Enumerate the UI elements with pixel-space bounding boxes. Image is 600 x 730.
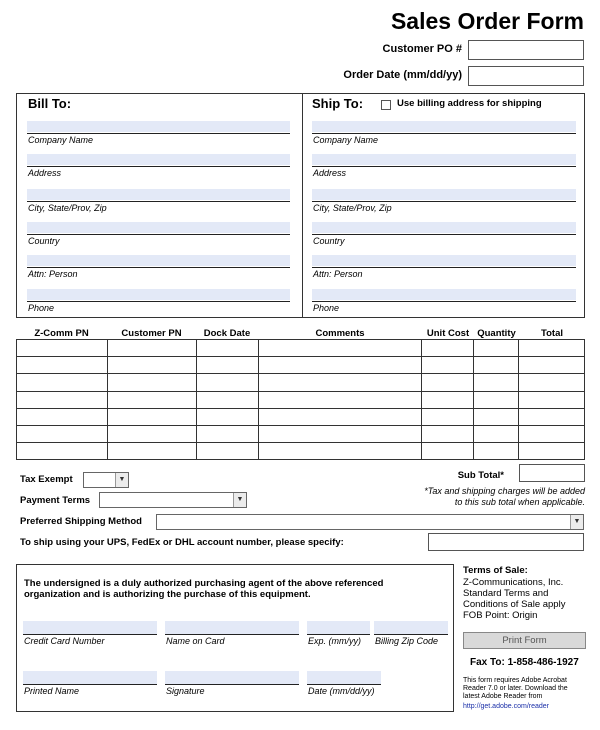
table-cell[interactable]	[17, 357, 108, 374]
chevron-down-icon: ▼	[570, 515, 583, 529]
ship-address-rule	[312, 166, 576, 167]
printed-name-rule	[23, 684, 157, 685]
table-cell[interactable]	[258, 391, 422, 408]
table-cell[interactable]	[422, 374, 474, 391]
credit-card-number-input[interactable]	[23, 621, 157, 634]
ship-city-input[interactable]	[312, 189, 576, 200]
table-cell[interactable]	[474, 357, 519, 374]
table-cell[interactable]	[107, 425, 196, 442]
bill-to-heading: Bill To:	[28, 96, 72, 111]
col-header-total: Total	[541, 328, 563, 339]
bill-country-rule	[27, 234, 290, 235]
table-cell[interactable]	[422, 340, 474, 357]
table-cell[interactable]	[107, 357, 196, 374]
payment-terms-select[interactable]	[99, 492, 247, 508]
account-number-label: To ship using your UPS, FedEx or DHL account number, please specify:	[20, 537, 344, 548]
bill-phone-rule	[27, 301, 290, 302]
table-cell[interactable]	[519, 443, 585, 460]
ship-address-input[interactable]	[312, 154, 576, 165]
table-cell[interactable]	[17, 340, 108, 357]
bill-address-label: Address	[28, 168, 62, 178]
table-cell[interactable]	[519, 357, 585, 374]
chevron-down-icon: ▼	[115, 473, 128, 487]
table-cell[interactable]	[519, 340, 585, 357]
bill-address-input[interactable]	[27, 154, 290, 165]
signature-date-rule	[307, 684, 381, 685]
table-row	[17, 340, 585, 357]
customer-po-input[interactable]	[468, 40, 584, 60]
table-cell[interactable]	[17, 391, 108, 408]
bill-country-label: Country	[28, 236, 60, 246]
bill-attn-input[interactable]	[27, 255, 290, 266]
bill-city-label: City, State/Prov, Zip	[28, 203, 107, 213]
ship-phone-label: Phone	[313, 303, 340, 313]
table-cell[interactable]	[107, 408, 196, 425]
terms-line-company: Z-Communications, Inc.	[463, 577, 564, 588]
table-cell[interactable]	[519, 425, 585, 442]
credit-card-number-label: Credit Card Number	[24, 636, 105, 646]
table-cell[interactable]	[422, 357, 474, 374]
tax-exempt-select[interactable]	[83, 472, 129, 488]
col-header-customer-pn: Customer PN	[121, 328, 182, 339]
bill-phone-label: Phone	[28, 303, 55, 313]
subtotal-label: Sub Total*	[457, 470, 504, 481]
table-cell[interactable]	[422, 391, 474, 408]
tax-exempt-label: Tax Exempt	[20, 474, 73, 485]
ship-city-rule	[312, 201, 576, 202]
signature-rule	[165, 684, 299, 685]
table-cell[interactable]	[474, 425, 519, 442]
bill-company-input[interactable]	[27, 121, 290, 132]
table-row	[17, 425, 585, 442]
table-row	[17, 443, 585, 460]
ship-company-label: Company Name	[313, 135, 379, 145]
ship-phone-rule	[312, 301, 576, 302]
bill-city-rule	[27, 201, 290, 202]
signature-date-input[interactable]	[307, 671, 381, 684]
bill-company-label: Company Name	[28, 135, 94, 145]
table-cell[interactable]	[196, 340, 258, 357]
ship-phone-input[interactable]	[312, 289, 576, 300]
table-cell[interactable]	[519, 391, 585, 408]
col-header-zcomm-pn: Z-Comm PN	[34, 328, 89, 339]
account-number-input[interactable]	[428, 533, 584, 551]
table-cell[interactable]	[107, 340, 196, 357]
name-on-card-label: Name on Card	[166, 636, 225, 646]
bill-attn-label: Attn: Person	[28, 269, 78, 279]
col-header-unit-cost: Unit Cost	[426, 328, 470, 339]
order-date-label: Order Date (mm/dd/yy)	[343, 69, 462, 81]
terms-line-conditions: Conditions of Sale apply	[463, 599, 566, 610]
ship-company-rule	[312, 133, 576, 134]
table-cell[interactable]	[196, 443, 258, 460]
customer-po-label: Customer PO #	[382, 43, 462, 55]
ship-country-label: Country	[313, 236, 345, 246]
authorization-statement-line2: organization and is authorizing the purchase of this equipment.	[24, 589, 311, 600]
table-cell[interactable]	[258, 374, 422, 391]
col-header-quantity: Quantity	[477, 328, 516, 339]
printed-name-input[interactable]	[23, 671, 157, 684]
same-address-label: Use billing address for shipping	[397, 98, 542, 109]
table-cell[interactable]	[17, 443, 108, 460]
same-address-checkbox[interactable]	[381, 100, 391, 110]
bill-company-rule	[27, 133, 290, 134]
subtotal-input[interactable]	[519, 464, 585, 482]
billing-zip-input[interactable]	[374, 621, 448, 634]
fax-number: Fax To: 1-858-486-1927	[470, 657, 579, 668]
terms-line-fob: FOB Point: Origin	[463, 610, 538, 621]
ship-city-label: City, State/Prov, Zip	[313, 203, 392, 213]
signature-input[interactable]	[165, 671, 299, 684]
printed-name-label: Printed Name	[24, 686, 80, 696]
tax-note-line1: *Tax and shipping charges will be added	[424, 486, 585, 496]
table-cell[interactable]	[196, 374, 258, 391]
table-row	[17, 374, 585, 391]
signature-label: Signature	[166, 686, 205, 696]
bill-country-input[interactable]	[27, 222, 290, 233]
table-cell[interactable]	[422, 425, 474, 442]
ship-to-heading: Ship To:	[312, 96, 364, 111]
bill-phone-input[interactable]	[27, 289, 290, 300]
table-row	[17, 391, 585, 408]
table-cell[interactable]	[196, 391, 258, 408]
table-cell[interactable]	[196, 425, 258, 442]
bill-attn-rule	[27, 267, 290, 268]
acrobat-note-line1: This form requires Adobe Acrobat	[463, 677, 567, 684]
table-cell[interactable]	[258, 408, 422, 425]
table-cell[interactable]	[258, 340, 422, 357]
acrobat-note-line2: Reader 7.0 or later. Download the	[463, 685, 568, 692]
ship-country-input[interactable]	[312, 222, 576, 233]
table-cell[interactable]	[17, 425, 108, 442]
ship-country-rule	[312, 234, 576, 235]
acrobat-note-line3: latest Adobe Reader from	[463, 693, 543, 700]
payment-terms-label: Payment Terms	[20, 495, 91, 506]
order-date-input[interactable]	[468, 66, 584, 86]
table-cell[interactable]	[17, 408, 108, 425]
table-cell[interactable]	[258, 357, 422, 374]
adobe-reader-link[interactable]: http://get.adobe.com/reader	[463, 703, 549, 710]
table-cell[interactable]	[474, 391, 519, 408]
authorization-statement-line1: The undersigned is a duly authorized purchasing agent of the above referenced	[24, 578, 384, 589]
ship-company-input[interactable]	[312, 121, 576, 132]
table-cell[interactable]	[422, 408, 474, 425]
table-cell[interactable]	[474, 340, 519, 357]
table-cell[interactable]	[258, 425, 422, 442]
terms-of-sale-heading: Terms of Sale:	[463, 565, 528, 576]
address-divider	[302, 93, 303, 318]
credit-card-rule	[23, 634, 157, 635]
table-cell[interactable]	[17, 374, 108, 391]
line-items-table	[16, 339, 585, 460]
name-on-card-rule	[165, 634, 299, 635]
table-cell[interactable]	[422, 443, 474, 460]
card-expiration-label: Exp. (mm/yy)	[308, 636, 361, 646]
ship-attn-rule	[312, 267, 576, 268]
shipping-method-select[interactable]	[156, 514, 584, 530]
tax-note-line2: to this sub total when applicable.	[454, 497, 585, 507]
col-header-dock-date: Dock Date	[203, 328, 251, 339]
table-cell[interactable]	[519, 408, 585, 425]
col-header-comments: Comments	[315, 328, 365, 339]
billing-zip-rule	[374, 634, 448, 635]
bill-address-rule	[27, 166, 290, 167]
table-cell[interactable]	[107, 374, 196, 391]
table-cell[interactable]	[474, 408, 519, 425]
form-title: Sales Order Form	[390, 8, 584, 34]
ship-attn-label: Attn: Person	[313, 269, 363, 279]
print-form-button[interactable]: Print Form	[463, 632, 586, 649]
table-cell[interactable]	[196, 357, 258, 374]
table-cell[interactable]	[258, 443, 422, 460]
billing-zip-label: Billing Zip Code	[375, 636, 439, 646]
table-cell[interactable]	[196, 408, 258, 425]
table-cell[interactable]	[519, 374, 585, 391]
shipping-method-label: Preferred Shipping Method	[20, 516, 142, 527]
chevron-down-icon: ▼	[233, 493, 246, 507]
table-row	[17, 408, 585, 425]
card-expiration-rule	[307, 634, 370, 635]
table-cell[interactable]	[474, 443, 519, 460]
ship-address-label: Address	[313, 168, 347, 178]
table-cell[interactable]	[474, 374, 519, 391]
table-row	[17, 357, 585, 374]
card-expiration-input[interactable]	[307, 621, 370, 634]
name-on-card-input[interactable]	[165, 621, 299, 634]
table-cell[interactable]	[107, 391, 196, 408]
ship-attn-input[interactable]	[312, 255, 576, 266]
bill-city-input[interactable]	[27, 189, 290, 200]
table-cell[interactable]	[107, 443, 196, 460]
terms-line-standard: Standard Terms and	[463, 588, 549, 599]
signature-date-label: Date (mm/dd/yy)	[308, 686, 375, 696]
